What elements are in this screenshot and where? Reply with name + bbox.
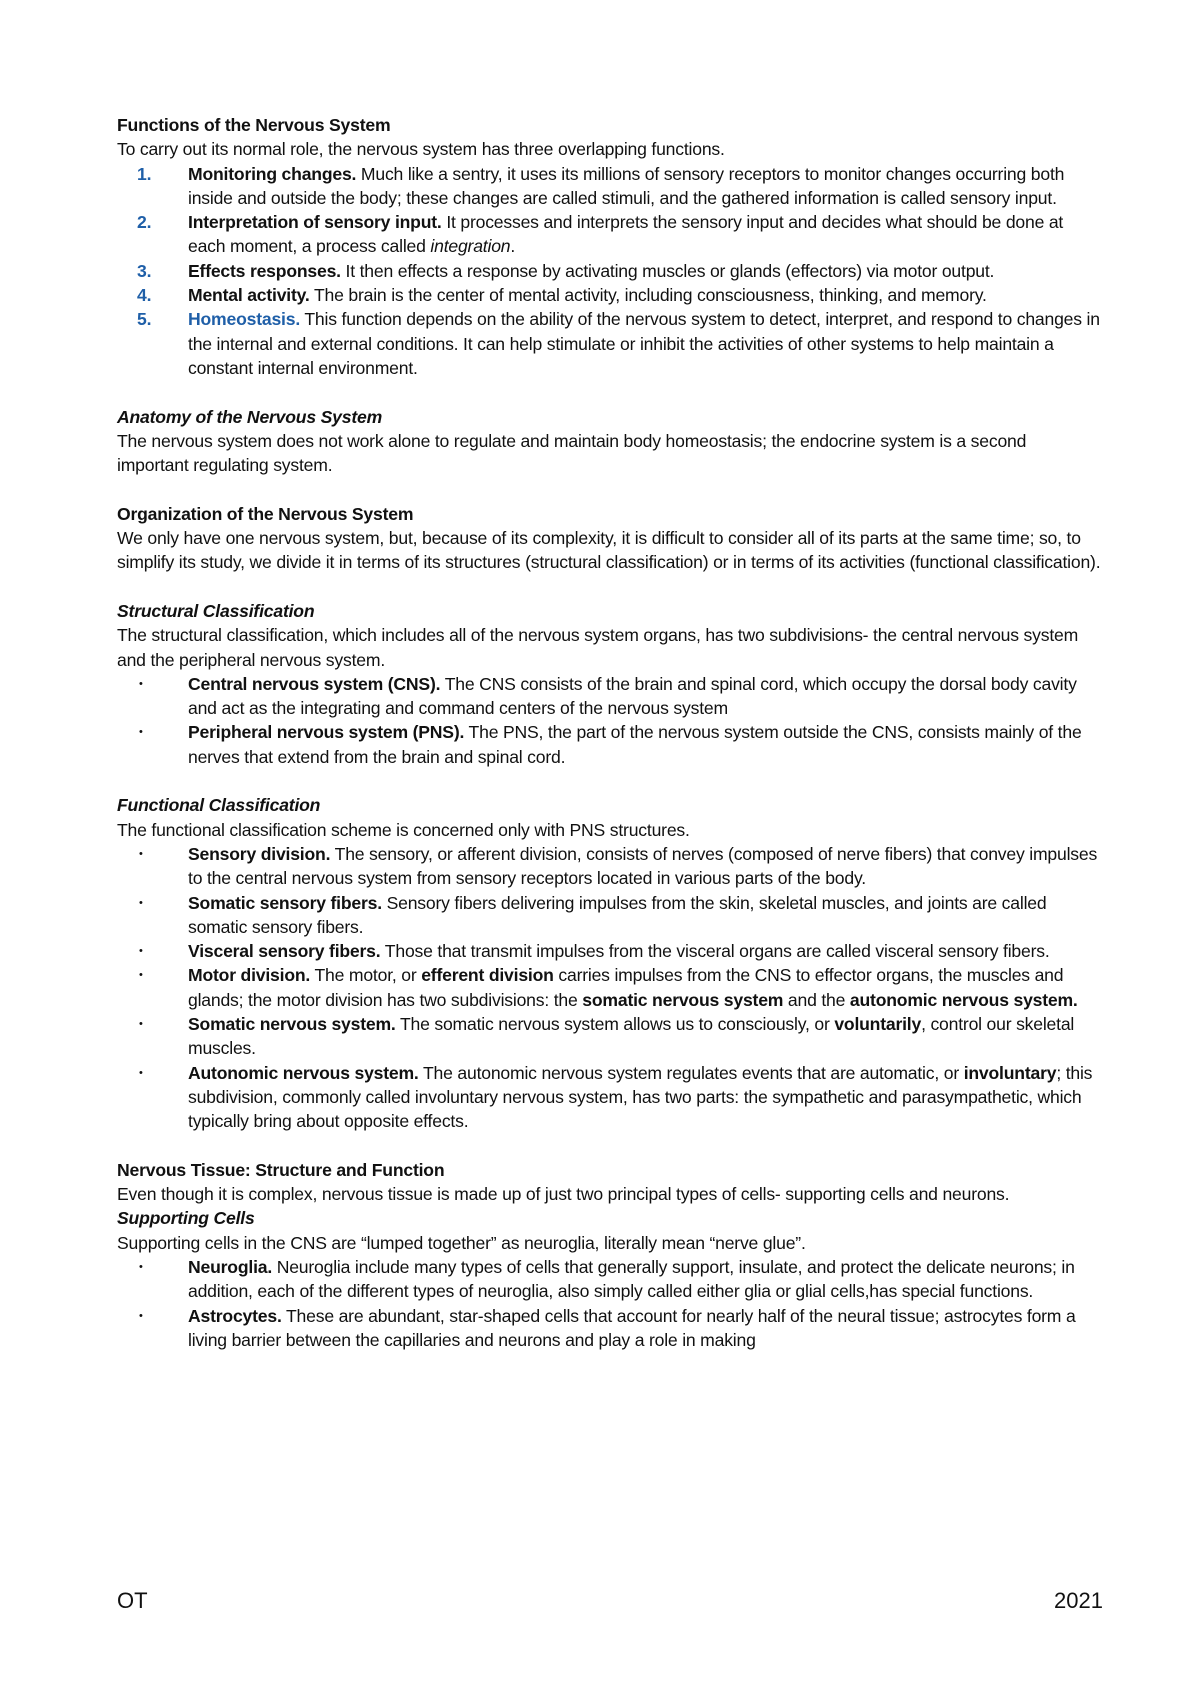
- list-number: 2.: [137, 212, 152, 233]
- item-text: These are abundant, star-shaped cells that account for nearly half of the neural tissue; astrocytes form a living barrier between the capillaries and neurons and play a role in making: [188, 1305, 1076, 1350]
- item-text: , control our skeletal muscles.: [188, 1013, 1075, 1059]
- item-term: Neuroglia.: [188, 1256, 273, 1277]
- item-term: Astrocytes.: [188, 1305, 282, 1326]
- bullet-icon: •: [139, 1260, 143, 1273]
- functional-list: [117, 842, 1102, 1134]
- section-heading-functions: Functions of the Nervous System: [117, 115, 391, 135]
- supporting-list: [117, 1255, 1102, 1352]
- anatomy-text: The nervous system does not work alone to regulate and maintain body homeostasis; the endocrine system is a second important regulating system.: [117, 430, 1027, 476]
- item-text: It processes and interprets the sensory input and decides what should be done at each moment, a process called: [188, 212, 1064, 257]
- item-term: Peripheral nervous system (PNS).: [188, 722, 465, 743]
- list-item: [117, 842, 1102, 891]
- item-text: The autonomic nervous system regulates events that are automatic, or: [418, 1062, 964, 1083]
- item-term: Effects responses.: [188, 260, 341, 281]
- item-text: It then effects a response by activating muscles or glands (effectors) via motor output.: [340, 260, 995, 281]
- item-text: The CNS consists of the brain and spinal cord, which occupy the dorsal body cavity and act as the integrating and command centers of the nervous system: [188, 673, 1077, 719]
- item-text: Sensory fibers delivering impulses from the skin, skeletal muscles, and joints are called somatic sensory fibers.: [188, 892, 1047, 937]
- list-number: 4.: [137, 285, 152, 306]
- list-item: [117, 307, 1102, 380]
- item-text: Those that transmit impulses from the visceral organs are called visceral sensory fibers.: [380, 941, 1050, 962]
- item-text: The PNS, the part of the nervous system outside the CNS, consists mainly of the nerves that extend from the brain and spinal cord.: [188, 722, 1082, 767]
- list-number: 1.: [137, 163, 152, 184]
- bullet-icon: •: [139, 1017, 143, 1030]
- section-heading-functional: Functional Classification: [117, 795, 321, 816]
- section-heading-tissue: Nervous Tissue: Structure and Function: [117, 1159, 445, 1180]
- item-text: The brain is the center of mental activity, including consciousness, thinking, and memory.: [309, 285, 987, 306]
- item-term: Sensory division.: [188, 843, 331, 864]
- bullet-icon: •: [139, 945, 143, 958]
- functions-list: [117, 162, 1102, 381]
- item-term: Autonomic nervous system.: [188, 1062, 419, 1083]
- item-text: carries impulses from the CNS to effector organs, the muscles and glands; the motor division has two subdivisions: the: [188, 965, 1064, 1010]
- list-item: [117, 210, 1102, 259]
- footer-year: 2021: [1054, 1588, 1103, 1613]
- item-bold: efferent division: [421, 965, 554, 986]
- supporting-text: Supporting cells in the CNS are “lumped together” as neuroglia, literally mean “nerve glue”.: [117, 1232, 806, 1253]
- item-text: ; this subdivision, commonly called involuntary nervous system, has two parts: the sympathetic and parasympathetic, which typically bring about opposite effects.: [188, 1062, 1093, 1132]
- item-text: and the: [783, 989, 850, 1010]
- list-item: [117, 891, 1102, 940]
- item-bold: autonomic nervous system.: [849, 989, 1078, 1010]
- item-term: Interpretation of sensory input.: [188, 212, 442, 233]
- bullet-icon: •: [139, 677, 143, 690]
- functions-intro: To carry out its normal role, the nervous system has three overlapping functions.: [117, 139, 725, 160]
- item-text: Neuroglia include many types of cells that generally support, insulate, and protect the delicate neurons; in addition, each of the different types of neuroglia, also simply called either glia or glial cells,has special functions.: [188, 1256, 1075, 1302]
- bullet-icon: •: [139, 969, 143, 982]
- spacer: [117, 1133, 1102, 1157]
- functional-text: The functional classification scheme is concerned only with PNS structures.: [117, 819, 690, 840]
- list-item: [117, 963, 1102, 1012]
- bullet-icon: •: [139, 726, 143, 739]
- document-page: [117, 113, 1102, 1352]
- section-heading-anatomy: Anatomy of the Nervous System: [117, 406, 383, 427]
- list-item: [117, 259, 1102, 283]
- list-item: [117, 720, 1102, 769]
- item-term: Mental activity.: [188, 285, 310, 306]
- item-text: The sensory, or afferent division, consists of nerves (composed of nerve fibers) that convey impulses to the central nervous system from sensory receptors located in various parts of the body.: [188, 843, 1098, 889]
- spacer: [117, 575, 1102, 599]
- item-tail: .: [510, 236, 516, 257]
- item-term: Somatic sensory fibers.: [188, 892, 382, 913]
- item-term: Monitoring changes.: [188, 163, 357, 184]
- section-heading-supporting: Supporting Cells: [117, 1208, 255, 1229]
- structural-list: [117, 672, 1102, 769]
- list-item: [117, 1012, 1102, 1061]
- bullet-icon: •: [139, 847, 143, 860]
- item-text: This function depends on the ability of the nervous system to detect, interpret, and respond to changes in the internal and external conditions. It can help stimulate or inhibit the activities of other systems to help maintain a constant internal environment.: [188, 309, 1100, 378]
- list-item: [117, 672, 1102, 721]
- bullet-icon: •: [139, 1309, 143, 1322]
- list-item: [117, 1304, 1102, 1353]
- list-item: [117, 162, 1102, 211]
- footer-left-label: OT: [117, 1588, 148, 1613]
- bullet-icon: •: [139, 1066, 143, 1079]
- list-number: 5.: [137, 309, 152, 330]
- list-item: [117, 1255, 1102, 1304]
- item-term-homeostasis: Homeostasis.: [188, 309, 301, 330]
- spacer: [117, 477, 1102, 501]
- bullet-icon: •: [139, 896, 143, 909]
- item-text: The motor, or: [310, 965, 422, 986]
- item-text: The somatic nervous system allows us to consciously, or: [395, 1013, 835, 1034]
- item-term: Motor division.: [188, 965, 311, 986]
- item-bold: somatic nervous system: [582, 989, 784, 1010]
- tissue-text: Even though it is complex, nervous tissue is made up of just two principal types of cells- supporting cells and neurons.: [117, 1184, 1010, 1205]
- list-item: [117, 939, 1102, 963]
- organization-text: We only have one nervous system, but, because of its complexity, it is difficult to consider all of its parts at the same time; so, to simplify its study, we divide it in terms of its structures (structural classification) or in terms of its activities (functional classification).: [117, 528, 1101, 573]
- list-item: [117, 1061, 1102, 1134]
- list-number: 3.: [137, 260, 152, 281]
- list-item: [117, 283, 1102, 307]
- item-term: Central nervous system (CNS).: [188, 673, 441, 694]
- item-term: Somatic nervous system.: [188, 1013, 396, 1034]
- section-heading-structural: Structural Classification: [117, 600, 315, 621]
- section-heading-organization: Organization of the Nervous System: [117, 503, 414, 524]
- item-term: Visceral sensory fibers.: [188, 941, 381, 962]
- item-bold: involuntary: [963, 1062, 1057, 1083]
- spacer: [117, 769, 1102, 793]
- item-bold: voluntarily: [834, 1013, 922, 1034]
- structural-text: The structural classification, which includes all of the nervous system organs, has two subdivisions- the central nervous system and the peripheral nervous system.: [117, 625, 1079, 670]
- item-text: Much like a sentry, it uses its millions of sensory receptors to monitor changes occurring both inside and outside the body; these changes are called stimuli, and the gathered information is called sensory input.: [188, 163, 1065, 208]
- spacer: [117, 380, 1102, 404]
- item-italic: integration: [430, 236, 511, 257]
